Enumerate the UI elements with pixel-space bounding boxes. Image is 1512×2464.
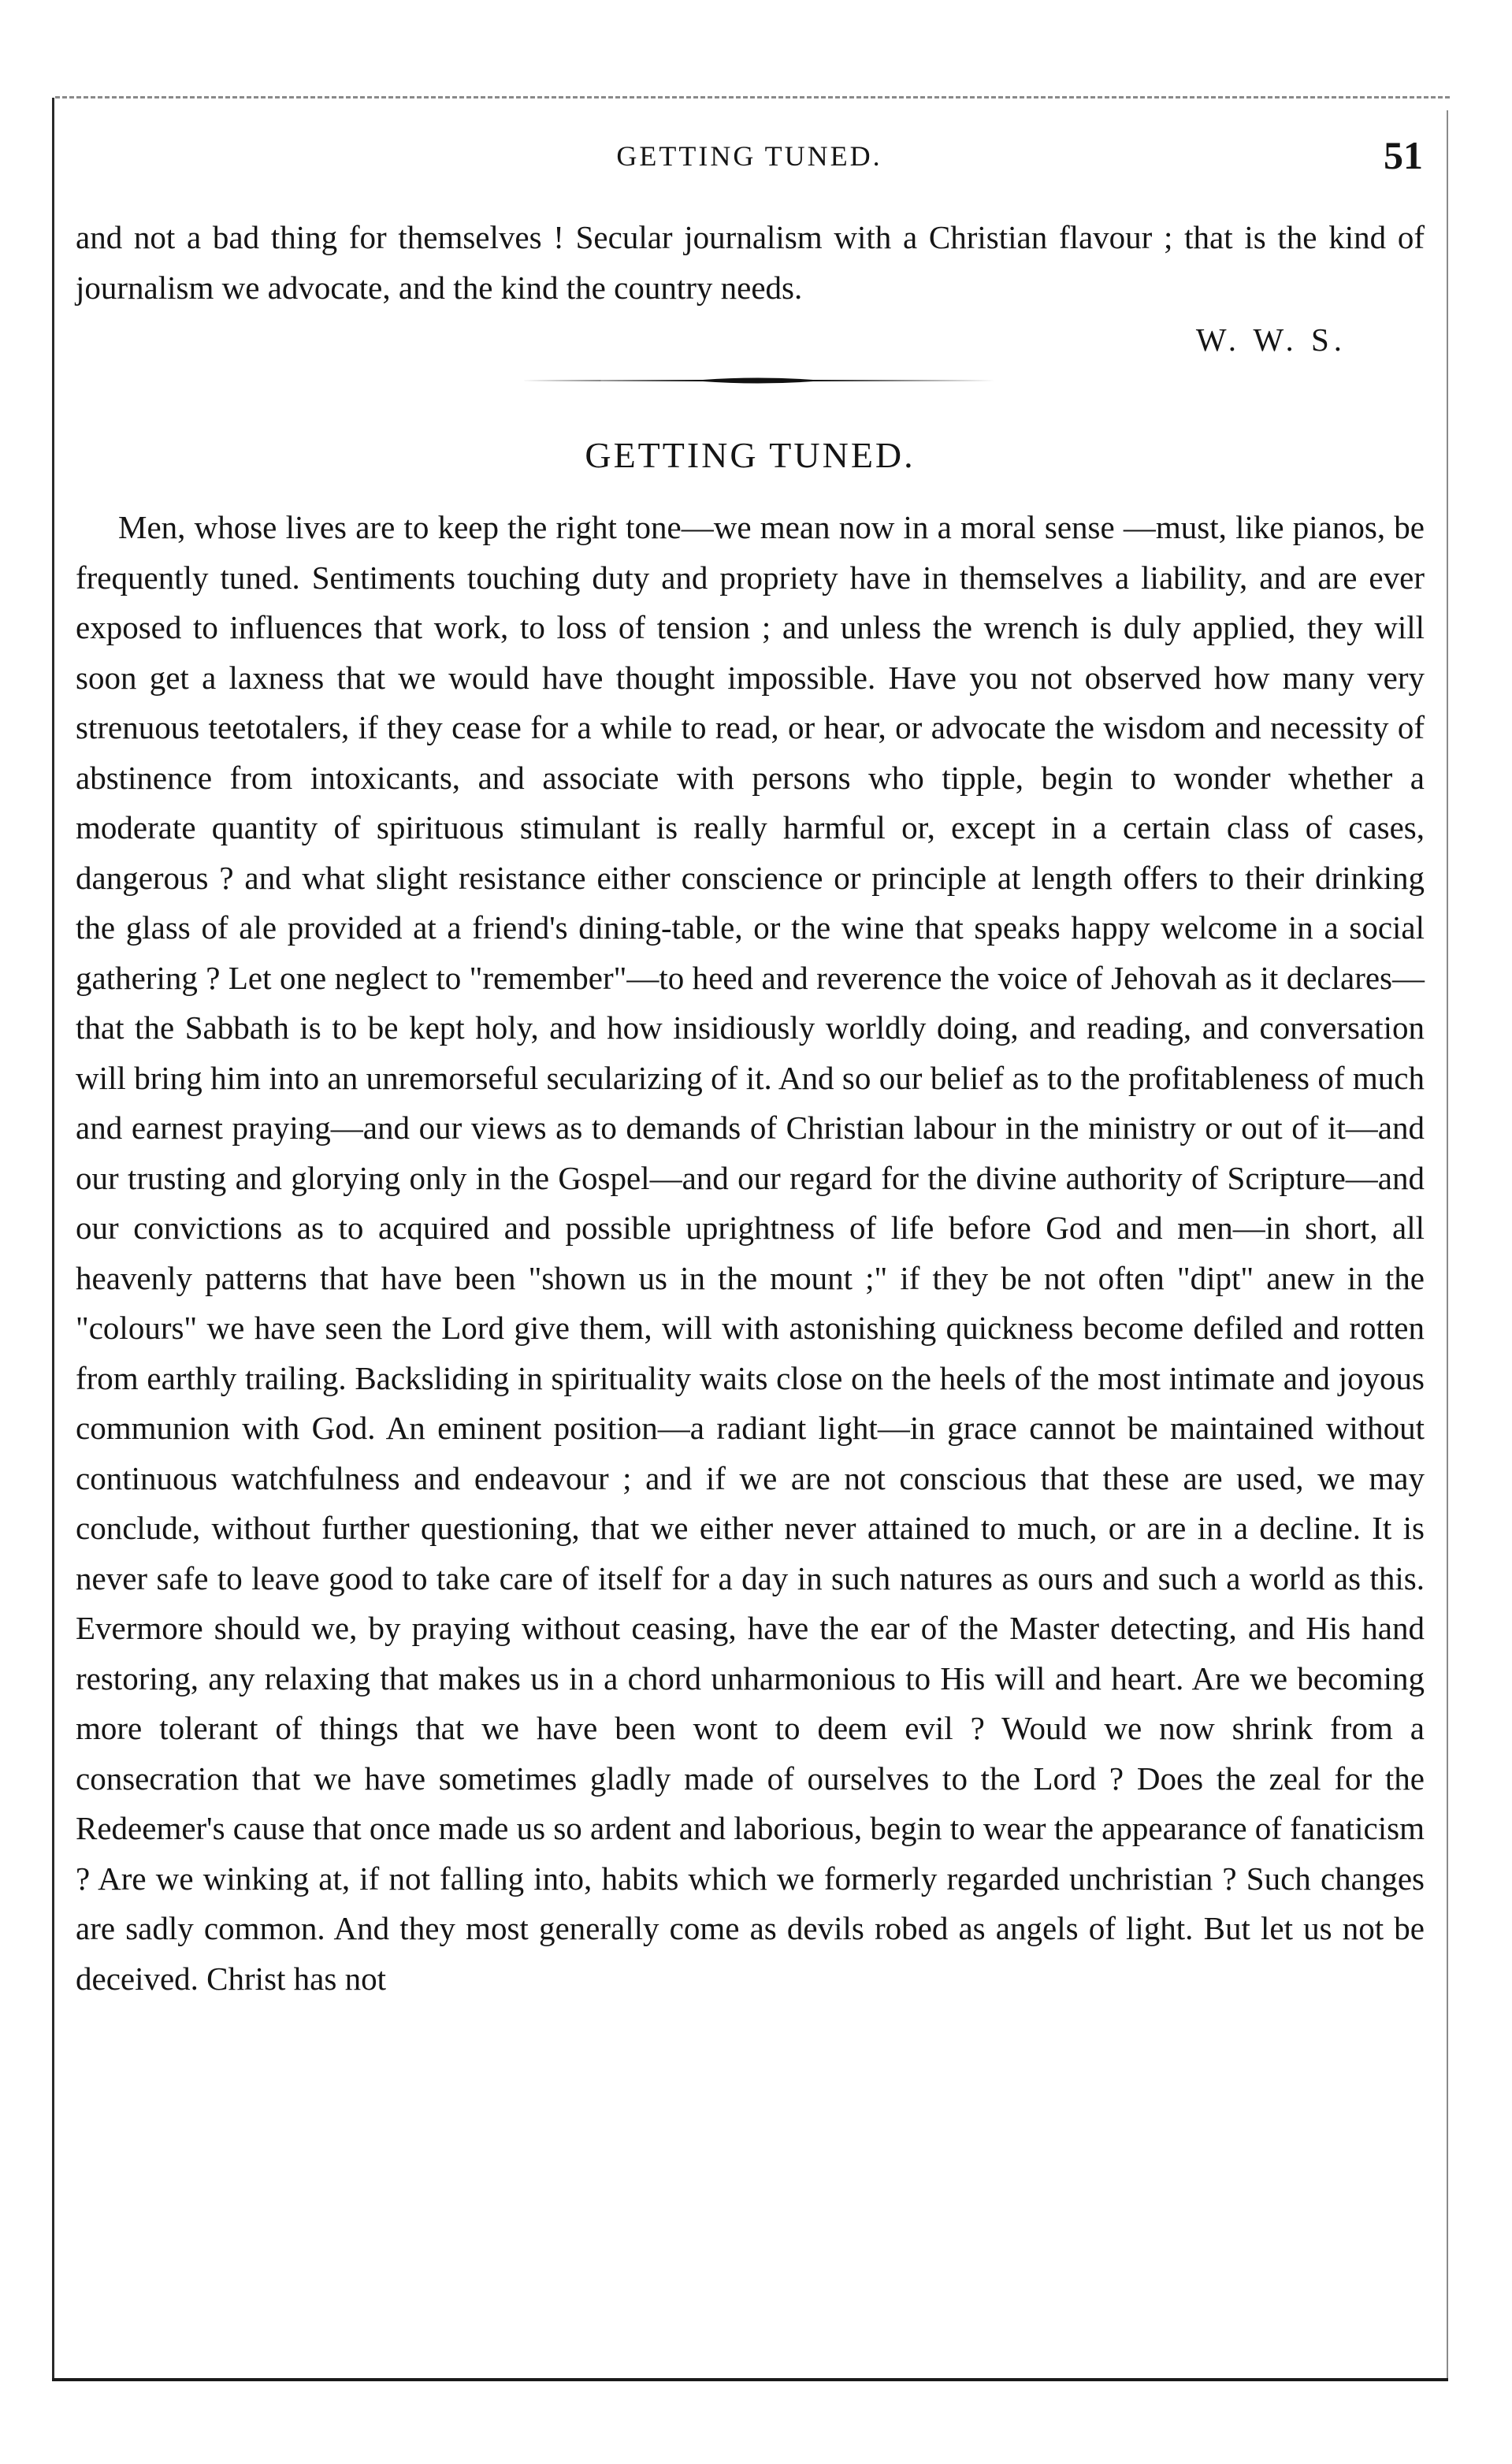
author-signature: W. W. S. [1195,321,1347,358]
article-body: Men, whose lives are to keep the right tone—we mean now in a moral sense —must, like pianos, be frequently tuned. Sentiments touching duty and propriety have in themselves a liability, and are ever exposed to influences that work, to loss of tension ; and unless the wrench is duly applied, they will soon get a laxness that we would have thought impossible. Have you not observed how many very strenuous teetotalers, if they cease for a while to read, or hear, or advocate the wisdom and necessity of abstinence from intoxicants, and associate with persons who tipple, begin to wonder whether a moderate quantity of spirituous stimulant is really harmful or, except in a certain class of cases, dangerous ? and what slight resistance either conscience or principle at length offers to their drinking the glass of ale provided at a friend's dining-table, or the wine that speaks happy welcome in a social gathering ? Let one neglect to "remember"—to heed and reverence the voice of Jehovah as it declares—that the Sabbath is to be kept holy, and how insidiously worldly doing, and reading, and conversation will bring him into an unremorseful secularizing of it. And so our belief as to the profitableness of much and earnest praying—and our views as to demands of Christian labour in the ministry or out of it—and our trusting and glorying only in the Gospel—and our regard for the divine authority of Scripture—and our convictions as to acquired and possible uprightness of life before God and men—in short, all heavenly patterns that have been "shown us in the mount ;" if they be not often "dipt" anew in the "colours" we have seen the Lord give them, will with astonishing quickness become defiled and rotten from earthly trailing. Backsliding in spirituality waits close on the heels of the most intimate and joyous communion with God. An eminent position—a radiant light—in grace cannot be maintained without continuous watchfulness and endeavour ; and if we are not conscious that these are used, we may conclude, without further questioning, that we either never attained to much, or are in a decline. It is never safe to leave good to take care of itself for a day in such natures as ours and such a world as this. Evermore should we, by praying without ceasing, have the ear of the Master detecting, and His hand restoring, any relaxing that makes us in a chord unharmonious to His will and heart. Are we becoming more tolerant of things that we have been wont to deem evil ? Would we now shrink from a consecration that we have sometimes gladly made of ourselves to the Lord ? Does the zeal for the Redeemer's cause that once made us so ardent and laborious, begin to wear the appearance of fanaticism ? Are we winking at, if not falling into, habits which we formerly regarded unchristian ? Such changes are sadly common. And they most generally come as devils robed as angels of light. But let us not be deceived. Christ has not [76,509,1425,1997]
article-title: GETTING TUNED. [585,435,916,475]
running-head [76,132,1423,180]
running-title: GETTING TUNED. [616,140,882,172]
left-border [52,98,54,2380]
bottom-rule [52,2378,1448,2381]
top-rule [55,96,1450,98]
previous-article-ending: and not a bad thing for themselves ! Secular journalism with a Christian flavour ; that is the kind of journalism we advocate, and the kind the country needs. [76,219,1425,306]
right-border [1447,110,1448,2380]
page-number: 51 [1384,133,1423,177]
section-divider [522,375,994,386]
